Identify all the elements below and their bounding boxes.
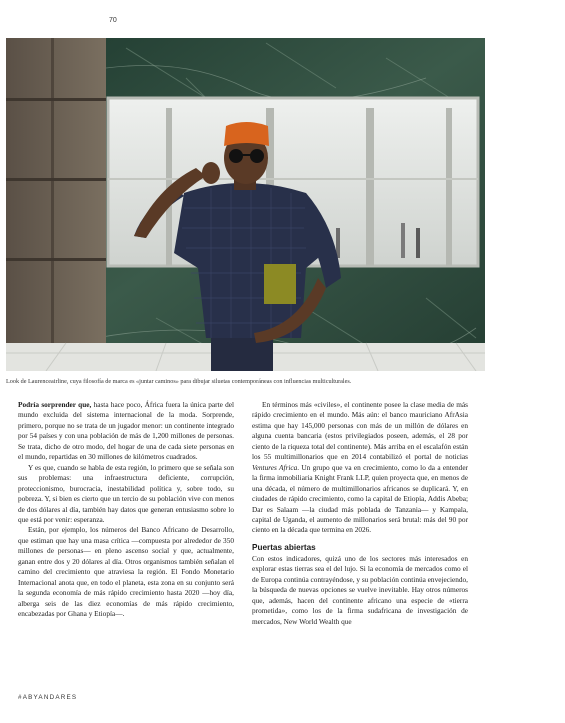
section-subhead: Puertas abiertas [252,542,316,552]
fashion-photo [6,38,485,371]
paragraph: Con estos indicadores, quizá uno de los sectores más interesados en explorar estas tierras sea el del lujo. Si la economía de mercados como el de Europa continúa contrayéndose, y su población continúa envejeciendo, la búsqueda de nuevas opciones se vuelve inevitable. Hay otros números que, además, hacen del continente africano una especie de «tierra prometida», como los de la firma sudafricana de investigación de mercados, New World Wealth que [252,553,468,626]
page-number: 70 [109,17,117,24]
paragraph-text: . Un grupo que va en crecimiento, como lo da a entender la firma inmobiliaria Knight Frank LLP, quien proyecta que, en menos de una década, el número de multimillonarios africanos se duplicará. Y, en ciudades de rápido crecimiento, como la capital de Etiopía, Addis Abeba; Dar es Salaam —la ciudad más poblada de Tanzania— y Kampala, capital de Uganda, el aumento de millonarios será brutal: más del 90 por ciento en la década que termina en 2026. [252,462,468,535]
article-left-column [18,400,234,620]
photo-caption: Look de Laurenceairline, cuya filosofía de marca es «juntar caminos» para dibujar siluetas contemporáneas con influencias multiculturales. [6,378,352,385]
paragraph [252,400,468,536]
article-right-column [252,400,468,627]
lead-in: Podría sorprender que, [18,400,92,409]
paragraph-text: En términos más «civiles», el continente posee la clase media de más rápido crecimiento en el mundo. Más aún: el banco mauriciano AfrAsia estima que hay 145,000 personas con más de un millón de dólares en alguna cuenta bancaria (estos privilegiados poseen, además, el 28 por ciento de la riqueza total del continente). Más arriba en el escalafón están los 55 multimillonarios que en 2014 contabilizó el portal de noticias [252,400,468,462]
paragraph: Están, por ejemplo, los números del Banco Africano de Desarrollo, que estiman que hay una masa crítica —compuesta por alrededor de 350 millones de personas— en pleno ascenso social y que, actualmente, ganan entre dos y 20 dólares al día. Otros organismos también señalan el camino del crecimiento que atraviesa la región. El Fondo Monetario Internacional anota que, en todo el planeta, esta zona en su conjunto será la segunda economía de más rápido crecimiento hasta 2020 —hoy día, alberga seis de las diez economías de más rápido crecimiento, encabezadas por Ghana y Etiopía—. [18,525,234,619]
publication-name: Ventures Africa [252,462,298,472]
footer-brand: #ABYANDARES [18,694,78,701]
paragraph [18,400,234,463]
paragraph-text: hasta hace poco, África fuera la única parte del mundo excluida del sistema internacional de la moda. Sorprende, primero, porque no se trata de un jugador menor: un continente integrado por 54 países y con una población de más de 1,200 millones de personas. Se trata, dicho de otro modo, del hogar de una de cada siete personas en el mundo, repartidas en 30 millones de kilómetros cuadrados. [18,400,235,462]
paragraph: Y es que, cuando se habla de esta región, lo primero que se señala son sus problemas: una infraestructura deficiente, corrupción, proteccionismo, burocracia, inestabilidad política y, sobre todo, su pobreza. Y, si bien es cierto que un tercio de su población vive con menos de dos dólares al día, también hay datos que generan entusiasmo sobre lo que está por venir: esperanza. [18,462,234,524]
